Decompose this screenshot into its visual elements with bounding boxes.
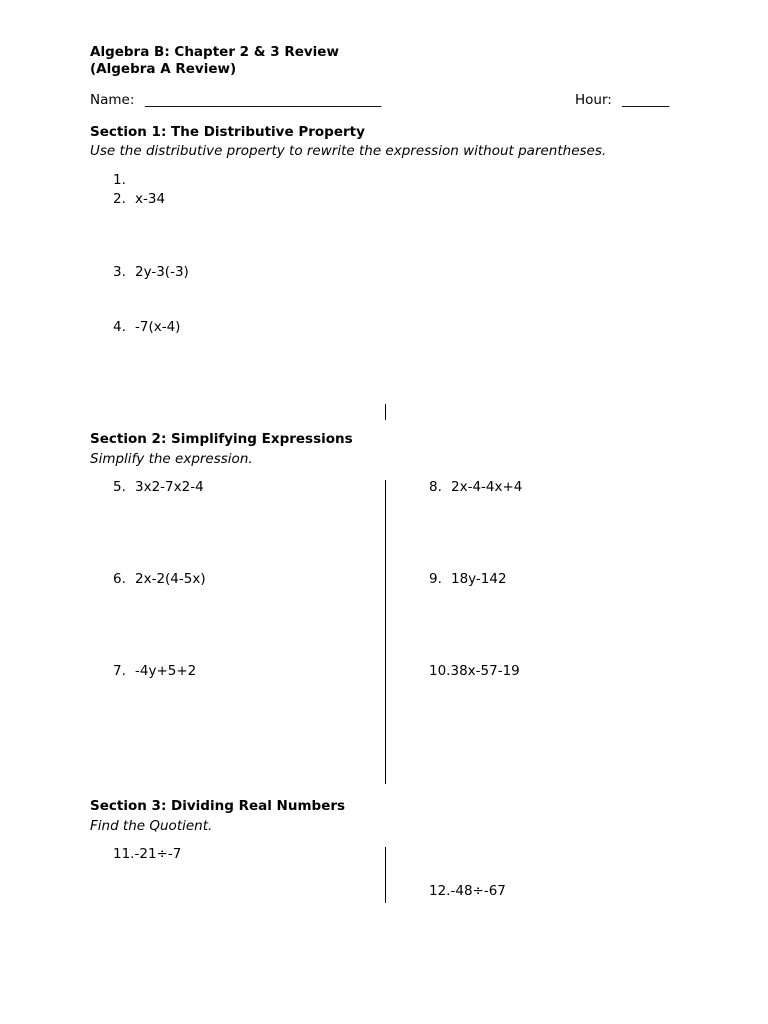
problem-expression: -21÷-7 [134, 846, 182, 862]
problem-expression: 2x-4-4x+4 [451, 479, 523, 495]
problem-expression: 3x2-7x2-4 [135, 479, 204, 495]
section1-title: Section 1: The Distributive Property [90, 124, 365, 140]
problem-3 [113, 264, 189, 280]
problem-expression: 2x-2(4-5x) [135, 571, 206, 587]
problem-number: 12. [429, 883, 451, 899]
hour-label: Hour: [575, 92, 612, 108]
problem-7 [113, 663, 196, 679]
name-blank: ___________________________________ [145, 92, 382, 108]
problem-10 [429, 663, 520, 679]
section1-instruction: Use the distributive property to rewrite the expression without parentheses. [90, 143, 607, 159]
column-divider [385, 480, 386, 784]
column-divider [385, 847, 386, 903]
problem-expression: -7(x-4) [135, 319, 181, 335]
problem-12 [429, 883, 506, 899]
column-divider [385, 404, 386, 420]
section3-title: Section 3: Dividing Real Numbers [90, 798, 346, 814]
problem-number: 11. [113, 846, 135, 862]
worksheet-title: Algebra B: Chapter 2 & 3 Review [90, 44, 339, 60]
section2-instruction: Simplify the expression. [90, 451, 253, 467]
name-label: Name: [90, 92, 135, 108]
problem-9 [429, 571, 507, 587]
problem-number: 9. [429, 571, 442, 587]
problem-2 [113, 191, 165, 207]
problem-number: 5. [113, 479, 126, 495]
section3-instruction: Find the Quotient. [90, 818, 213, 834]
problem-expression: -4y+5+2 [135, 663, 197, 679]
problem-1 [113, 172, 135, 188]
problem-number: 4. [113, 319, 126, 335]
problem-number: 10. [429, 663, 451, 679]
problem-expression: 18y-142 [451, 571, 507, 587]
problem-6 [113, 571, 206, 587]
problem-expression: x-34 [135, 191, 166, 207]
problem-11 [113, 846, 181, 862]
problem-expression: -48÷-67 [450, 883, 506, 899]
hour-blank: _______ [622, 92, 670, 108]
problem-8 [429, 479, 522, 495]
section2-title: Section 2: Simplifying Expressions [90, 431, 353, 447]
problem-number: 7. [113, 663, 126, 679]
problem-number: 8. [429, 479, 442, 495]
problem-number: 1. [113, 172, 126, 188]
problem-number: 3. [113, 264, 126, 280]
problem-expression: 38x-57-19 [450, 663, 520, 679]
problem-number: 6. [113, 571, 126, 587]
worksheet-subtitle: (Algebra A Review) [90, 61, 237, 77]
problem-expression: 2y-3(-3) [135, 264, 189, 280]
problem-5 [113, 479, 204, 495]
problem-number: 2. [113, 191, 126, 207]
problem-4 [113, 319, 180, 335]
